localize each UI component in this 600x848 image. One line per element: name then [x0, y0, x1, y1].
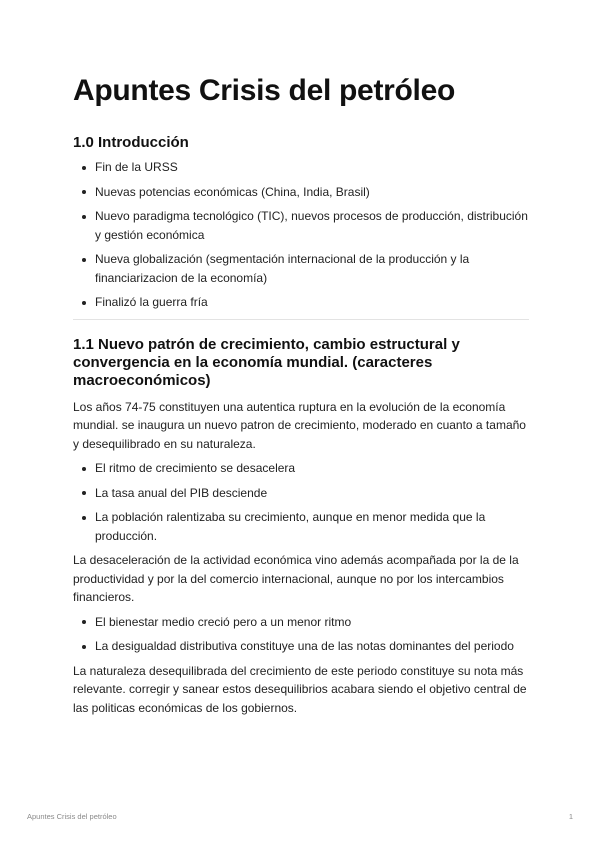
section-divider [73, 319, 529, 320]
list-item: El ritmo de crecimiento se desacelera [73, 459, 529, 478]
paragraph: La desaceleración de la actividad económica vino además acompañada por la de la productividad y por la del comercio internacional, aunque no por los intercambios financieros. [73, 553, 519, 604]
list-item: Fin de la URSS [73, 158, 529, 177]
intro-bullet-list [73, 158, 529, 312]
footer-document-title: Apuntes Crisis del petróleo [27, 812, 117, 821]
bullet-list-bienestar [73, 613, 529, 656]
document-title: Apuntes Crisis del petróleo [73, 74, 455, 107]
list-item: Nuevas potencias económicas (China, India, Brasil) [73, 183, 529, 202]
list-item: La tasa anual del PIB desciende [73, 484, 529, 503]
section-heading-nuevo-patron: 1.1 Nuevo patrón de crecimiento, cambio estructural y convergencia en la economía mundial. (caracteres macroeconómicos) [73, 335, 460, 389]
bullet-list-crecimiento [73, 459, 529, 545]
paragraph: La naturaleza desequilibrada del crecimiento de este periodo constituye su nota más relevante. corregir y sanear estos desequilibrios acabara siendo el objetivo central de las politicas económicas de los gobiernos. [73, 663, 527, 715]
list-item: Nuevo paradigma tecnológico (TIC), nuevos procesos de producción, distribución y gestión económica [73, 207, 529, 244]
footer-page-number: 1 [568, 812, 573, 821]
list-item: Nueva globalización (segmentación internacional de la producción y la financiarizacion de la economía) [73, 250, 529, 287]
section-heading-introduccion: 1.0 Introducción [73, 134, 189, 151]
document-page [73, 72, 529, 717]
list-item: El bienestar medio creció pero a un menor ritmo [73, 613, 529, 632]
paragraph: Los años 74-75 constituyen una autentica ruptura en la evolución de la economía mundial. se inaugura un nuevo patron de crecimiento, moderado en cuanto a tamaño y desequilibrado en su naturaleza. [73, 399, 526, 451]
list-item: Finalizó la guerra fría [73, 293, 529, 312]
list-item: La desigualdad distributiva constituye una de las notas dominantes del periodo [73, 637, 529, 656]
list-item: La población ralentizaba su crecimiento, aunque en menor medida que la producción. [73, 508, 529, 545]
